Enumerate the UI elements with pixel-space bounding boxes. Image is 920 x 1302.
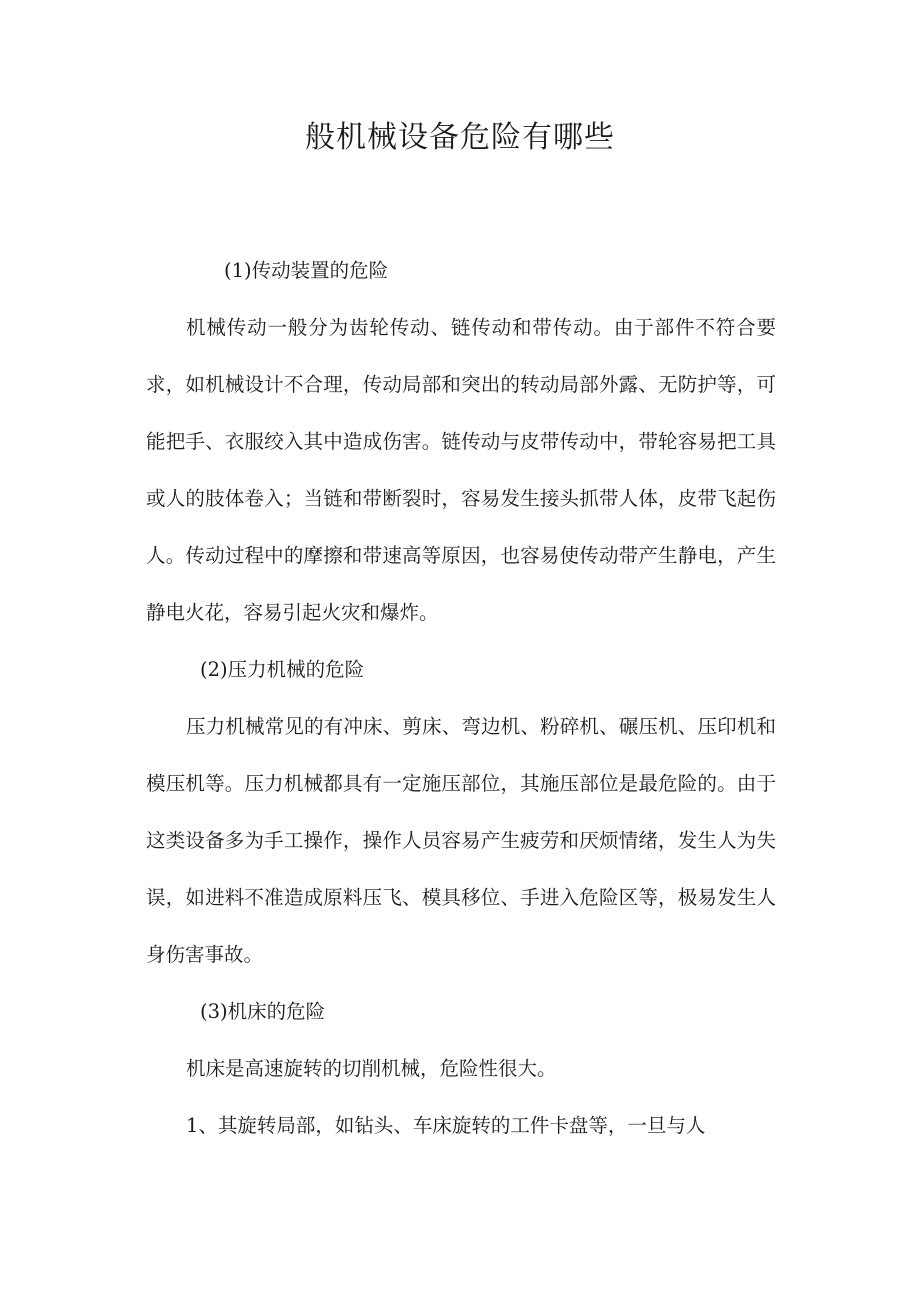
list-item-1: 1、其旋转局部，如钻头、车床旋转的工件卡盘等，一旦与人 xyxy=(186,1114,706,1137)
section-heading-2: (2)压力机械的危险 xyxy=(200,658,365,681)
section-paragraph-1: 机械传动一般分为齿轮传动、链传动和带传动。由于部件不符合要求，如机械设计不合理，传动局部和突出的转动局部外露、无防护等，可能把手、衣服绞入其中造成伤害。链传动与皮带传动中，带轮容易把工具或人的肢体卷入；当链和带断裂时，容易发生接头抓带人体，皮带飞起伤人。传动过程中的摩擦和带速高等原因，也容易使传动带产生静电，产生静电火花，容易引起火灾和爆炸。 xyxy=(146,316,776,624)
document-title: 般机械设备危险有哪些 xyxy=(305,120,615,155)
section-heading-1: (1)传动装置的危险 xyxy=(224,259,389,282)
document-body xyxy=(146,242,776,1154)
section-paragraph-3: 机床是高速旋转的切削机械，危险性很大。 xyxy=(186,1057,557,1080)
section-heading-3: (3)机床的危险 xyxy=(200,1000,326,1023)
section-paragraph-2: 压力机械常见的有冲床、剪床、弯边机、粉碎机、碾压机、压印机和模压机等。压力机械都具有一定施压部位，其施压部位是最危险的。由于这类设备多为手工操作，操作人员容易产生疲劳和厌烦情绪，发生人为失误，如进料不准造成原料压飞、模具移位、手进入危险区等，极易发生人身伤害事故。 xyxy=(146,715,776,966)
